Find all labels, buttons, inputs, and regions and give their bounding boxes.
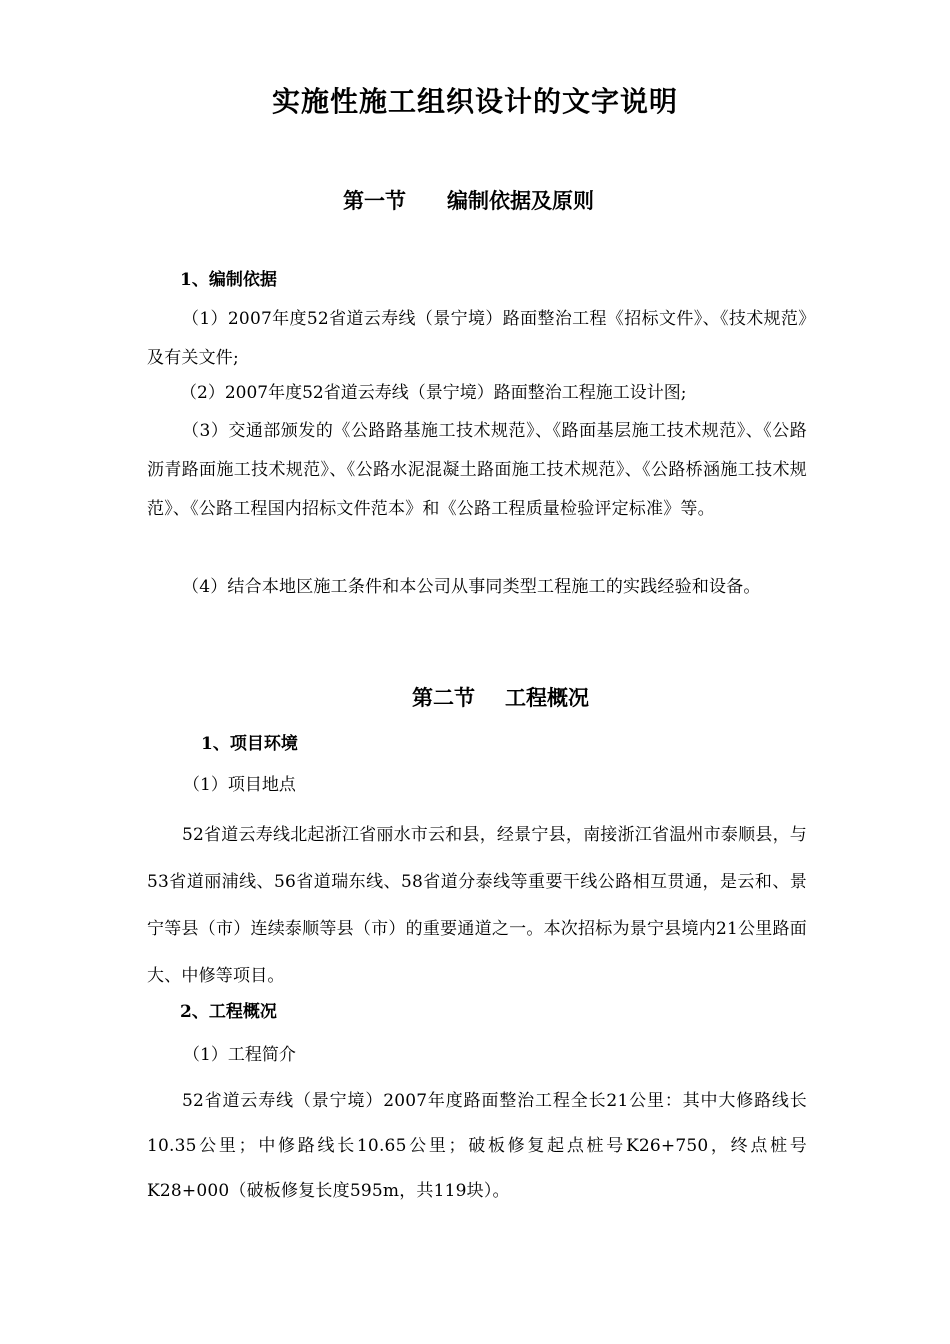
section2-location-label: （1）项目地点 (183, 775, 296, 795)
section2-intro-label: （1）工程简介 (183, 1045, 296, 1065)
section1-heading-number: 第一节 (343, 188, 406, 213)
section1-item-4: （4）结合本地区施工条件和本公司从事同类型工程施工的实践经验和设备。 (182, 577, 761, 597)
section2-heading-number: 第二节 (412, 685, 475, 710)
section2-heading-text: 工程概况 (505, 685, 589, 710)
document-title: 实施性施工组织设计的文字说明 (271, 85, 678, 118)
section1-item-1: （1）2007年度52省道云寿线（景宁境）路面整治工程《招标文件》、《技术规范》及有关文件; (147, 309, 807, 368)
section2-subheading-1: 1、项目环境 (201, 734, 298, 754)
section1-item-3: （3）交通部颁发的《公路路基施工技术规范》、《路面基层施工技术规范》、《公路沥青路面施工技术规范》、《公路水泥混凝土路面施工技术规范》、《公路桥涵施工技术规范》、《公路工程国内招标文件范本》和《公路工程质量检验评定标准》等。 (147, 421, 807, 519)
section1-item-2: （2）2007年度52省道云寿线（景宁境）路面整治工程施工设计图; (180, 383, 687, 403)
section2-subheading-2: 2、工程概况 (180, 1002, 277, 1022)
section1-subheading: 1、编制依据 (180, 270, 277, 290)
section2-location-paragraph: 52省道云寿线北起浙江省丽水市云和县，经景宁县，南接浙江省温州市泰顺县，与53省道丽浦线、56省道瑞东线、58省道分泰线等重要干线公路相互贯通，是云和、景宁等县（市）连续泰顺等县（市）的重要通道之一。本次招标为景宁县境内21公里路面大、中修等项目。 (147, 825, 807, 986)
section2-intro-paragraph: 52省道云寿线（景宁境）2007年度路面整治工程全长21公里：其中大修路线长10.35公里；中修路线长10.65公里；破板修复起点桩号K26+750，终点桩号K28+000（破板修复长度595m，共119块）。 (147, 1091, 807, 1201)
section1-heading-text: 编制依据及原则 (447, 188, 594, 213)
